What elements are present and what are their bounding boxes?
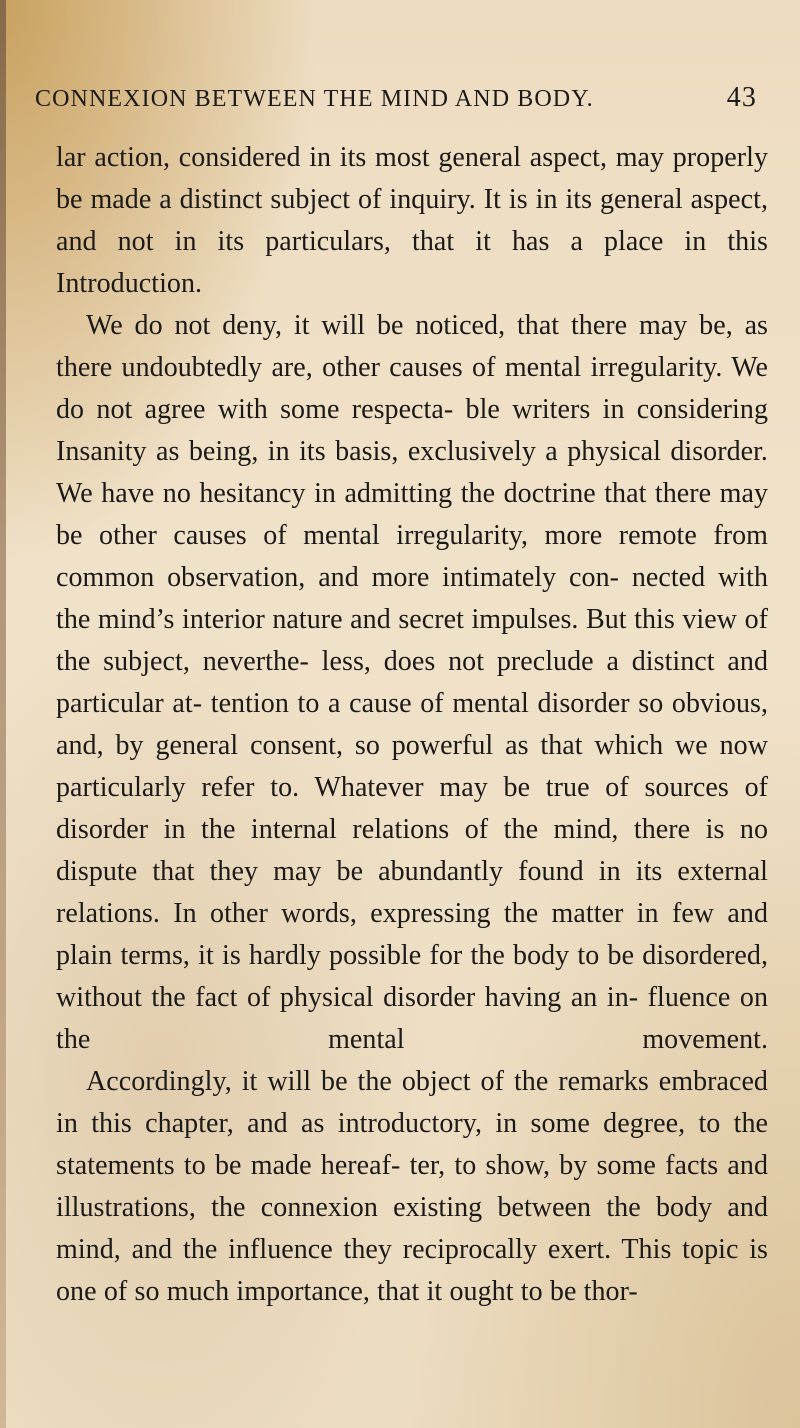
running-head	[35, 84, 763, 113]
paragraph-1: lar action, considered in its most general aspect, may properly be made a distinct subject of inquiry. It is in its general aspect, and not in its particulars, that it has a place in this Introduction.	[56, 142, 768, 299]
body-text	[56, 137, 768, 1313]
paragraph-2: We do not deny, it will be noticed, that there may be, as there undoubtedly are, other causes of mental irregularity. We do not agree with some respecta- ble writers in considering Insanity as being, in its basis, exclusively a physical disorder. We have no hesitancy in admitting the doctrine that there may be other causes of mental irregularity, more remote from common observation, and more intimately con- nected with the mind’s interior nature and secret impulses. But this view of the subject, neverthe- less, does not preclude a distinct and particular at- tention to a cause of mental disorder so obvious, and, by general consent, so powerful as that which we now particularly refer to. Whatever may be true of sources of disorder in the internal relations of the mind, there is no dispute that they may be abundantly found in its external relations. In other words, expressing the matter in few and plain terms, it is hardly possible for the body to be disordered, without the fact of physical disorder having an in- fluence on the mental movement.	[56, 310, 768, 1055]
running-title: CONNEXION BETWEEN THE MIND AND BODY.	[35, 86, 594, 112]
page-number: 43	[726, 82, 757, 113]
paragraph-3: Accordingly, it will be the object of the remarks embraced in this chapter, and as introductory, in some degree, to the statements to be made hereaf- ter, to show, by some facts and illustrations, the connexion existing between the body and mind, and the influence they reciprocally exert. This topic is one of so much importance, that it ought to be thor-	[56, 1066, 768, 1307]
